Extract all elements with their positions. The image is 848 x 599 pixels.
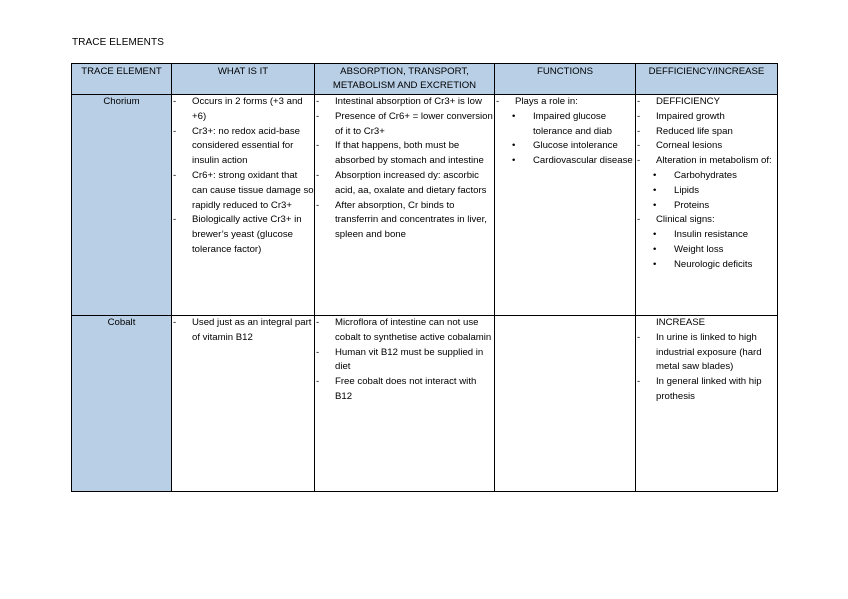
list-item: - Occurs in 2 forms (+3 and +6) — [172, 95, 314, 125]
list-item: • Lipids — [636, 184, 777, 199]
list-item: - Impaired growth — [636, 110, 777, 125]
list-item: • Impaired glucose tolerance and diab — [495, 110, 635, 140]
list-item: - Biologically active Cr3+ in brewer’s yeast (glucose tolerance factor) — [172, 213, 314, 257]
functions-cell — [495, 316, 636, 492]
element-name: Cobalt — [72, 316, 172, 492]
table-row — [72, 95, 778, 316]
list-item: - Plays a role in: — [495, 95, 635, 110]
list-item: - Microflora of intestine can not use cobalt to synthetise active cobalamin — [315, 316, 494, 346]
list-item: - Absorption increased dy: ascorbic acid, aa, oxalate and dietary factors — [315, 169, 494, 199]
list-item: - Alteration in metabolism of: — [636, 154, 777, 169]
header-functions: FUNCTIONS — [495, 64, 636, 95]
list-item: - Free cobalt does not interact with B12 — [315, 375, 494, 405]
list-item: - Presence of Cr6+ = lower conversion of it to Cr3+ — [315, 110, 494, 140]
element-name: Chorium — [72, 95, 172, 316]
list-item: • Cardiovascular disease — [495, 154, 635, 169]
list-item: • Neurologic deficits — [636, 258, 777, 273]
list-item: - Intestinal absorption of Cr3+ is low — [315, 95, 494, 110]
list-item: - Corneal lesions — [636, 139, 777, 154]
list-item: - In general linked with hip prothesis — [636, 375, 777, 405]
table-row — [72, 316, 778, 492]
list-item: • Insulin resistance — [636, 228, 777, 243]
list-item: • Proteins — [636, 199, 777, 214]
list-item: - In urine is linked to high industrial exposure (hard metal saw blades) — [636, 331, 777, 375]
list-item: - Used just as an integral part of vitamin B12 — [172, 316, 314, 346]
absorption-cell — [315, 95, 495, 316]
list-item: - DEFFICIENCY — [636, 95, 777, 110]
list-item: • Carbohydrates — [636, 169, 777, 184]
trace-elements-table — [71, 63, 778, 492]
what-cell — [172, 316, 315, 492]
list-item: - Human vit B12 must be supplied in diet — [315, 346, 494, 376]
document-title: TRACE ELEMENTS — [72, 37, 164, 48]
list-item: - Clinical signs: — [636, 213, 777, 228]
list-item: • Weight loss — [636, 243, 777, 258]
what-cell — [172, 95, 315, 316]
functions-cell — [495, 95, 636, 316]
list-item: - Cr6+: strong oxidant that can cause tissue damage so rapidly reduced to Cr3+ — [172, 169, 314, 213]
increase-label: INCREASE — [656, 317, 706, 328]
absorption-cell — [315, 316, 495, 492]
list-item: - If that happens, both must be absorbed by stomach and intestine — [315, 139, 494, 169]
header-row — [72, 64, 778, 95]
list-item: - Cr3+: no redox acid-base considered essential for insulin action — [172, 125, 314, 169]
header-what-is-it: WHAT IS IT — [172, 64, 315, 95]
list-item: - Reduced life span — [636, 125, 777, 140]
deficiency-cell — [636, 316, 778, 492]
header-trace-element: TRACE ELEMENT — [72, 64, 172, 95]
list-item: - After absorption, Cr binds to transferrin and concentrates in liver, spleen and bone — [315, 199, 494, 243]
header-deficiency: DEFFICIENCY/INCREASE — [636, 64, 778, 95]
header-absorption: ABSORPTION, TRANSPORT, METABOLISM AND EXCRETION — [315, 64, 495, 95]
list-item: • Glucose intolerance — [495, 139, 635, 154]
deficiency-cell — [636, 95, 778, 316]
